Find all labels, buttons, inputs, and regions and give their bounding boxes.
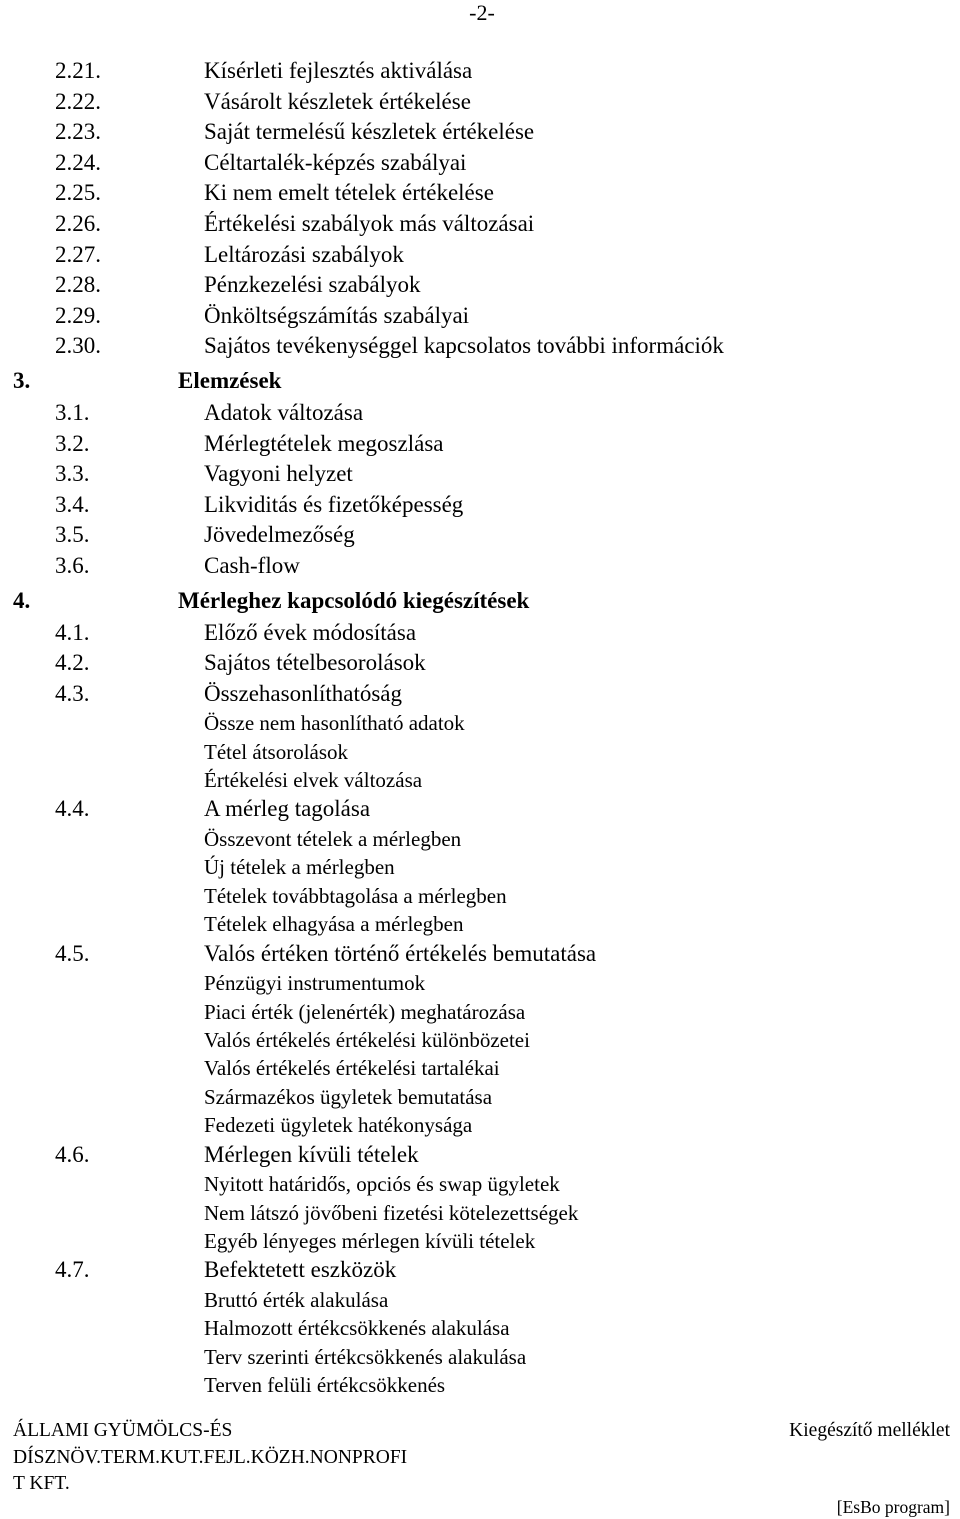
toc-entry: [0, 270, 960, 301]
toc-entry-number: 2.23.: [55, 119, 101, 145]
toc-entry-number: 2.26.: [55, 210, 101, 236]
toc-entry-title: Tételek elhagyása a mérlegben: [204, 912, 464, 937]
toc-entry-title: Pénzügyi instrumentumok: [204, 971, 426, 996]
toc-subentry: [0, 998, 960, 1026]
toc-entry-title: Adatok változása: [204, 399, 364, 425]
toc-entry-title: Saját termelésű készletek értékelése: [204, 119, 535, 145]
toc-entry-number: 3.: [13, 367, 31, 393]
toc-entry-title: Halmozott értékcsökkenés alakulása: [204, 1316, 510, 1341]
toc-entry-title: Likviditás és fizetőképesség: [204, 491, 464, 517]
toc-entry-title: Önköltségszámítás szabályai: [204, 302, 470, 328]
toc-entry-number: 2.22.: [55, 88, 101, 114]
toc-entry-number: 2.25.: [55, 180, 101, 206]
toc-entry: [0, 148, 960, 179]
toc-entry-number: 3.4.: [55, 491, 90, 517]
toc-entry-number: 4.3.: [55, 680, 90, 706]
toc-entry: [0, 794, 960, 825]
toc-entry: [0, 1140, 960, 1171]
toc-entry-number: 4.4.: [55, 796, 90, 822]
document-type: Kiegészítő melléklet: [789, 1420, 950, 1441]
toc-entry-title: Nem látszó jövőbeni fizetési kötelezettségek: [204, 1200, 579, 1225]
toc-entry-title: Céltartalék-képzés szabályai: [204, 149, 467, 175]
company-name-line: T KFT.: [13, 1473, 70, 1494]
toc-subentry: [0, 1343, 960, 1371]
toc-entry-title: Vagyoni helyzet: [204, 461, 353, 487]
toc-entry-title: Leltározási szabályok: [204, 241, 404, 267]
toc-entry-number: 3.2.: [55, 430, 90, 456]
toc-entry-number: 4.2.: [55, 650, 90, 676]
toc-entry-title: Terven felüli értékcsökkenés: [204, 1373, 446, 1398]
toc-entry: [0, 520, 960, 551]
toc-entry-number: 4.: [13, 587, 31, 613]
toc-entry-number: 2.27.: [55, 241, 101, 267]
toc-subentry: [0, 1170, 960, 1198]
toc-subentry: [0, 882, 960, 910]
toc-entry: [0, 551, 960, 582]
toc-entry-number: 3.3.: [55, 461, 90, 487]
toc-entry-number: 2.29.: [55, 302, 101, 328]
toc-entry-number: 3.1.: [55, 399, 90, 425]
toc-entry-title: Össze nem hasonlítható adatok: [204, 711, 465, 736]
company-name: [13, 1418, 407, 1498]
toc-subentry: [0, 1371, 960, 1399]
toc-entry-title: Elemzések: [178, 367, 282, 393]
toc-entry: [0, 939, 960, 970]
toc-entry-title: Cash-flow: [204, 552, 300, 578]
toc-entry-title: Új tételek a mérlegben: [204, 855, 395, 880]
toc-entry-title: Terv szerinti értékcsökkenés alakulása: [204, 1344, 527, 1369]
toc-entry-title: Valós értéken történő értékelés bemutatása: [204, 940, 597, 966]
toc-entry-title: Mérlegen kívüli tételek: [204, 1141, 419, 1167]
toc-entry: [0, 429, 960, 460]
toc-entry-number: 4.1.: [55, 619, 90, 645]
toc-entry-title: Sajátos tételbesorolások: [204, 650, 426, 676]
company-name-line: DÍSZNÖV.TERM.KUT.FEJL.KÖZH.NONPROFI: [13, 1446, 408, 1468]
toc-entry-number: 2.21.: [55, 58, 101, 83]
toc-entry: [0, 1255, 960, 1286]
toc-subentry: [0, 1314, 960, 1342]
toc-entry-number: 4.5.: [55, 940, 90, 966]
toc-entry-title: Tétel átsorolások: [204, 739, 349, 764]
toc-entry-title: Jövedelmezőség: [204, 522, 355, 548]
toc-entry: [0, 331, 960, 362]
toc-entry-title: Ki nem emelt tételek értékelése: [204, 180, 494, 206]
toc-entry: [0, 301, 960, 332]
company-name-line: ÁLLAMI GYÜMÖLCS-ÉS: [13, 1420, 233, 1441]
toc-entry: [0, 398, 960, 429]
toc-entry-title: Egyéb lényeges mérlegen kívüli tételek: [204, 1228, 536, 1253]
toc-entry-number: 3.6.: [55, 552, 90, 578]
toc-entry: [0, 490, 960, 521]
toc-entry-title: Értékelési elvek változása: [204, 768, 423, 793]
toc-entry: [0, 87, 960, 118]
toc-entry-title: Mérlegtételek megoszlása: [204, 430, 444, 456]
toc-entry-title: Származékos ügyletek bemutatása: [204, 1084, 493, 1109]
toc-entry-title: Fedezeti ügyletek hatékonysága: [204, 1113, 473, 1138]
toc-entry-title: Kísérleti fejlesztés aktiválása: [204, 58, 473, 83]
toc-entry: [0, 117, 960, 148]
toc-entry: [0, 178, 960, 209]
toc-subentry: [0, 969, 960, 997]
toc-subentry: [0, 1111, 960, 1139]
toc-entry: [0, 679, 960, 710]
toc-subentry: [0, 825, 960, 853]
toc-entry-number: 2.24.: [55, 149, 101, 175]
toc-section: [0, 582, 960, 618]
program-label: [EsBo program]: [836, 1497, 950, 1517]
toc-entry-title: Összevont tételek a mérlegben: [204, 827, 462, 852]
toc-subentry: [0, 910, 960, 938]
toc-entry: [0, 240, 960, 271]
page-number: -2-: [469, 0, 495, 25]
toc-entry-title: Értékelési szabályok más változásai: [204, 210, 535, 236]
table-of-contents: [0, 56, 960, 1399]
toc-subentry: [0, 1199, 960, 1227]
toc-entry: [0, 648, 960, 679]
toc-entry-number: 4.6.: [55, 1141, 90, 1167]
toc-subentry: [0, 766, 960, 794]
toc-entry-number: 2.30.: [55, 333, 101, 359]
toc-subentry: [0, 709, 960, 737]
toc-entry-title: Bruttó érték alakulása: [204, 1287, 389, 1312]
toc-entry: [0, 459, 960, 490]
toc-entry-title: Vásárolt készletek értékelése: [204, 88, 471, 114]
toc-subentry: [0, 1026, 960, 1054]
toc-subentry: [0, 1227, 960, 1255]
toc-entry: [0, 618, 960, 649]
toc-subentry: [0, 1286, 960, 1314]
page-footer: [0, 1417, 960, 1519]
toc-entry-title: Mérleghez kapcsolódó kiegészítések: [178, 587, 530, 613]
toc-entry-title: Valós értékelés értékelési különbözetei: [204, 1027, 530, 1052]
toc-entry-title: Előző évek módosítása: [204, 619, 417, 645]
toc-entry-title: Pénzkezelési szabályok: [204, 272, 421, 298]
toc-entry-title: Befektetett eszközök: [204, 1257, 397, 1283]
toc-entry-title: Piaci érték (jelenérték) meghatározása: [204, 999, 526, 1024]
toc-entry-number: 3.5.: [55, 522, 90, 548]
toc-subentry: [0, 1054, 960, 1082]
toc-entry-title: A mérleg tagolása: [204, 796, 371, 822]
toc-subentry: [0, 738, 960, 766]
toc-entry: [0, 209, 960, 240]
toc-entry-title: Tételek továbbtagolása a mérlegben: [204, 883, 507, 908]
toc-entry-number: 4.7.: [55, 1257, 90, 1283]
toc-subentry: [0, 853, 960, 881]
toc-entry-title: Összehasonlíthatóság: [204, 680, 403, 706]
toc-subentry: [0, 1083, 960, 1111]
toc-entry-number: 2.28.: [55, 272, 101, 298]
toc-entry-title: Valós értékelés értékelési tartalékai: [204, 1056, 500, 1081]
toc-entry: [0, 56, 960, 87]
toc-entry-title: Sajátos tevékenységgel kapcsolatos további információk: [204, 333, 724, 359]
toc-entry-title: Nyitott határidős, opciós és swap ügyletek: [204, 1172, 560, 1197]
toc-section: [0, 362, 960, 398]
